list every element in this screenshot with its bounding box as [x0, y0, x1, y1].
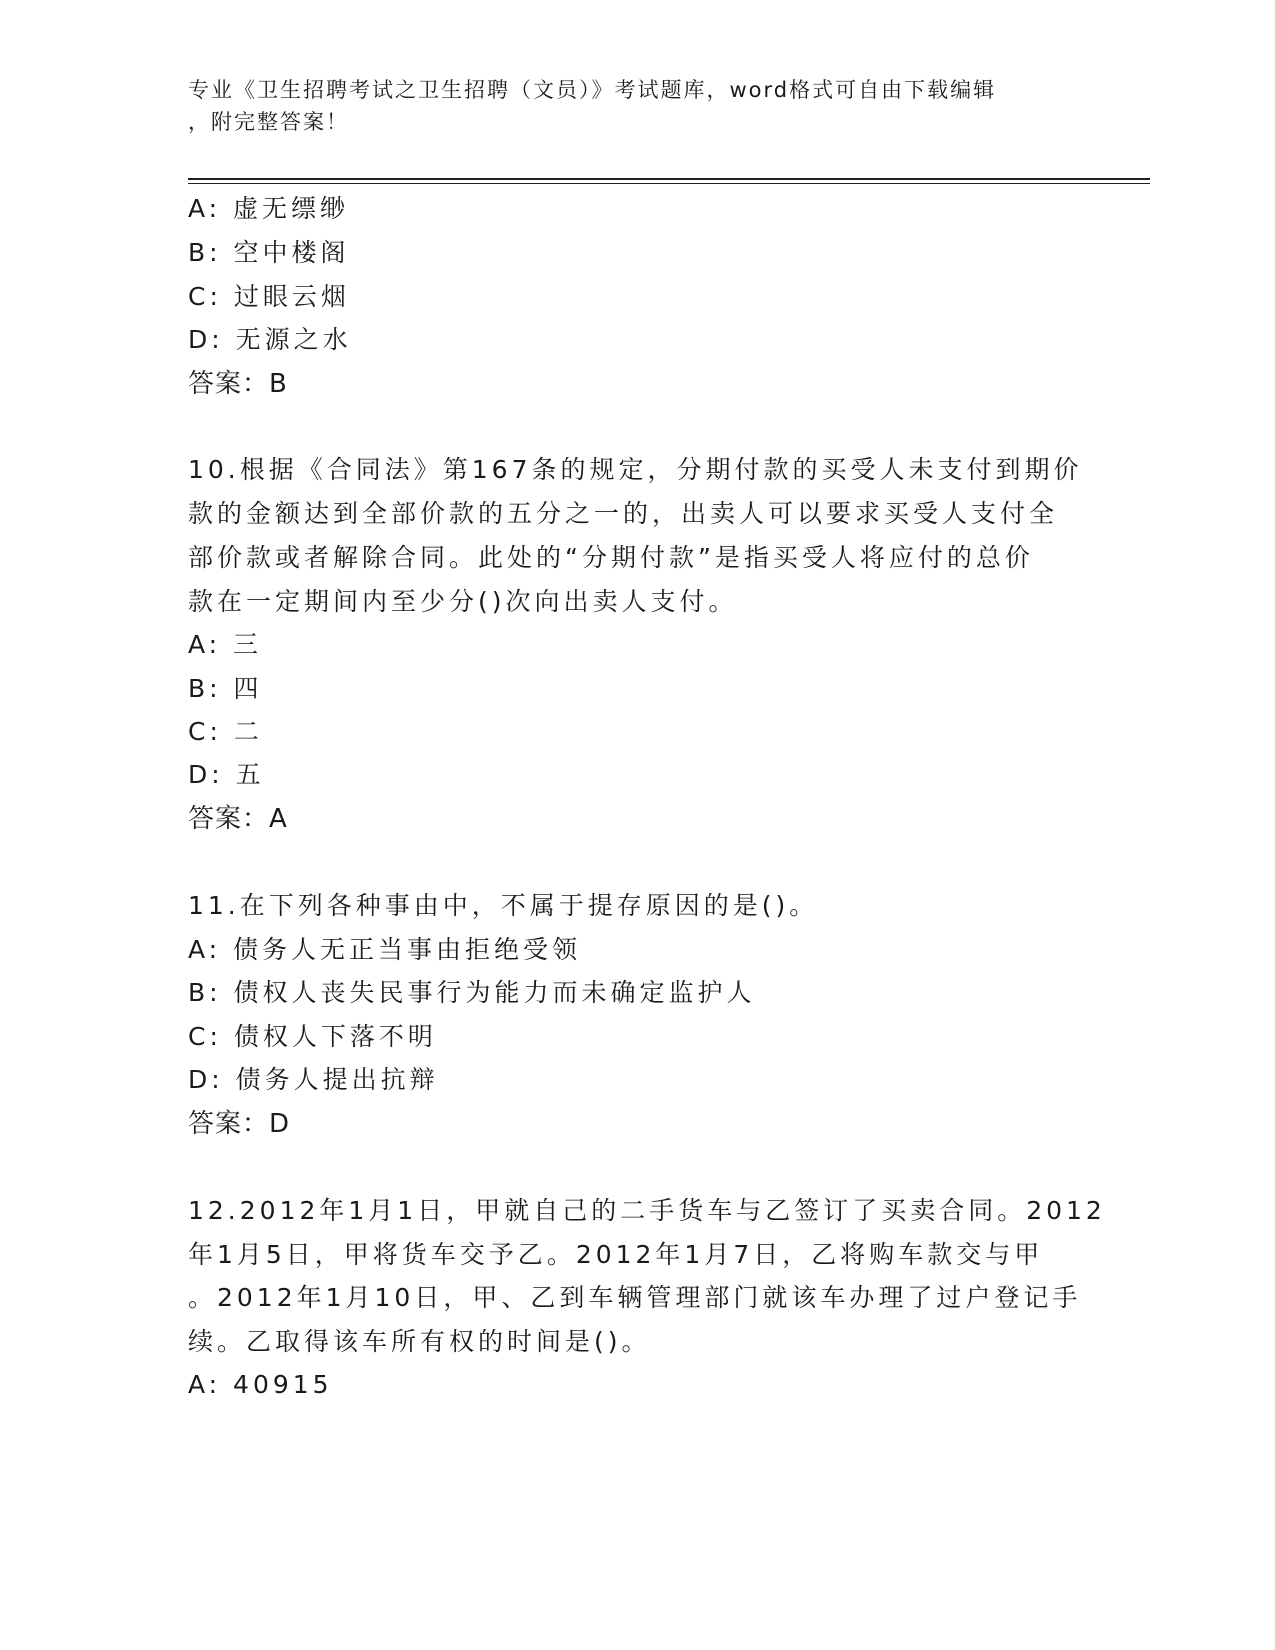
q11-option-c: C: 债权人下落不明 [188, 1022, 437, 1051]
q9-option-b: B: 空中楼阁 [188, 238, 350, 267]
q10-stem-line-2: 款的金额达到全部价款的五分之一的，出卖人可以要求买受人支付全 [188, 499, 1059, 528]
q10-stem-line-4: 款在一定期间内至少分()次向出卖人支付。 [188, 587, 738, 616]
header-line-1: 专业《卫生招聘考试之卫生招聘（文员）》考试题库，word格式可自由下载编辑 [188, 78, 997, 102]
q11-option-d: D: 债务人提出抗辩 [188, 1065, 439, 1094]
q12-option-a: A: 40915 [188, 1370, 333, 1399]
q9-option-a: A: 虚无缥缈 [188, 194, 350, 223]
q11-option-b: B: 债权人丧失民事行为能力而未确定监护人 [188, 978, 756, 1007]
q12-stem-line-3: 。2012年1月10日，甲、乙到车辆管理部门就该车办理了过户登记手 [188, 1283, 1082, 1312]
q11-stem-line-1: 11.在下列各种事由中，不属于提存原因的是()。 [188, 891, 819, 920]
q10-option-d: D: 五 [188, 760, 265, 789]
q10-option-b: B: 四 [188, 674, 263, 703]
document-header [188, 74, 1068, 138]
header-divider-thick [188, 178, 1150, 180]
header-line-2: ，附完整答案！ [188, 110, 349, 134]
q12-stem-line-4: 续。乙取得该车所有权的时间是()。 [188, 1327, 651, 1356]
q10-stem-line-1: 10.根据《合同法》第167条的规定，分期付款的买受人未支付到期价 [188, 455, 1083, 484]
q11-option-a: A: 债务人无正当事由拒绝受领 [188, 935, 582, 964]
header-divider-thin [188, 183, 1150, 184]
q9-answer: 答案：B [188, 369, 288, 399]
q10-option-c: C: 二 [188, 717, 263, 746]
q10-answer: 答案：A [188, 804, 288, 834]
q11-answer: 答案：D [188, 1109, 291, 1139]
q10-stem-line-3: 部价款或者解除合同。此处的“分期付款”是指买受人将应付的总价 [188, 543, 1034, 572]
q12-stem-line-1: 12.2012年1月1日，甲就自己的二手货车与乙签订了买卖合同。2012 [188, 1196, 1106, 1225]
q10-option-a: A: 三 [188, 630, 263, 659]
q9-option-d: D: 无源之水 [188, 325, 352, 354]
q9-option-c: C: 过眼云烟 [188, 282, 350, 311]
q12-stem-line-2: 年1月5日，甲将货车交予乙。2012年1月7日，乙将购车款交与甲 [188, 1240, 1044, 1269]
